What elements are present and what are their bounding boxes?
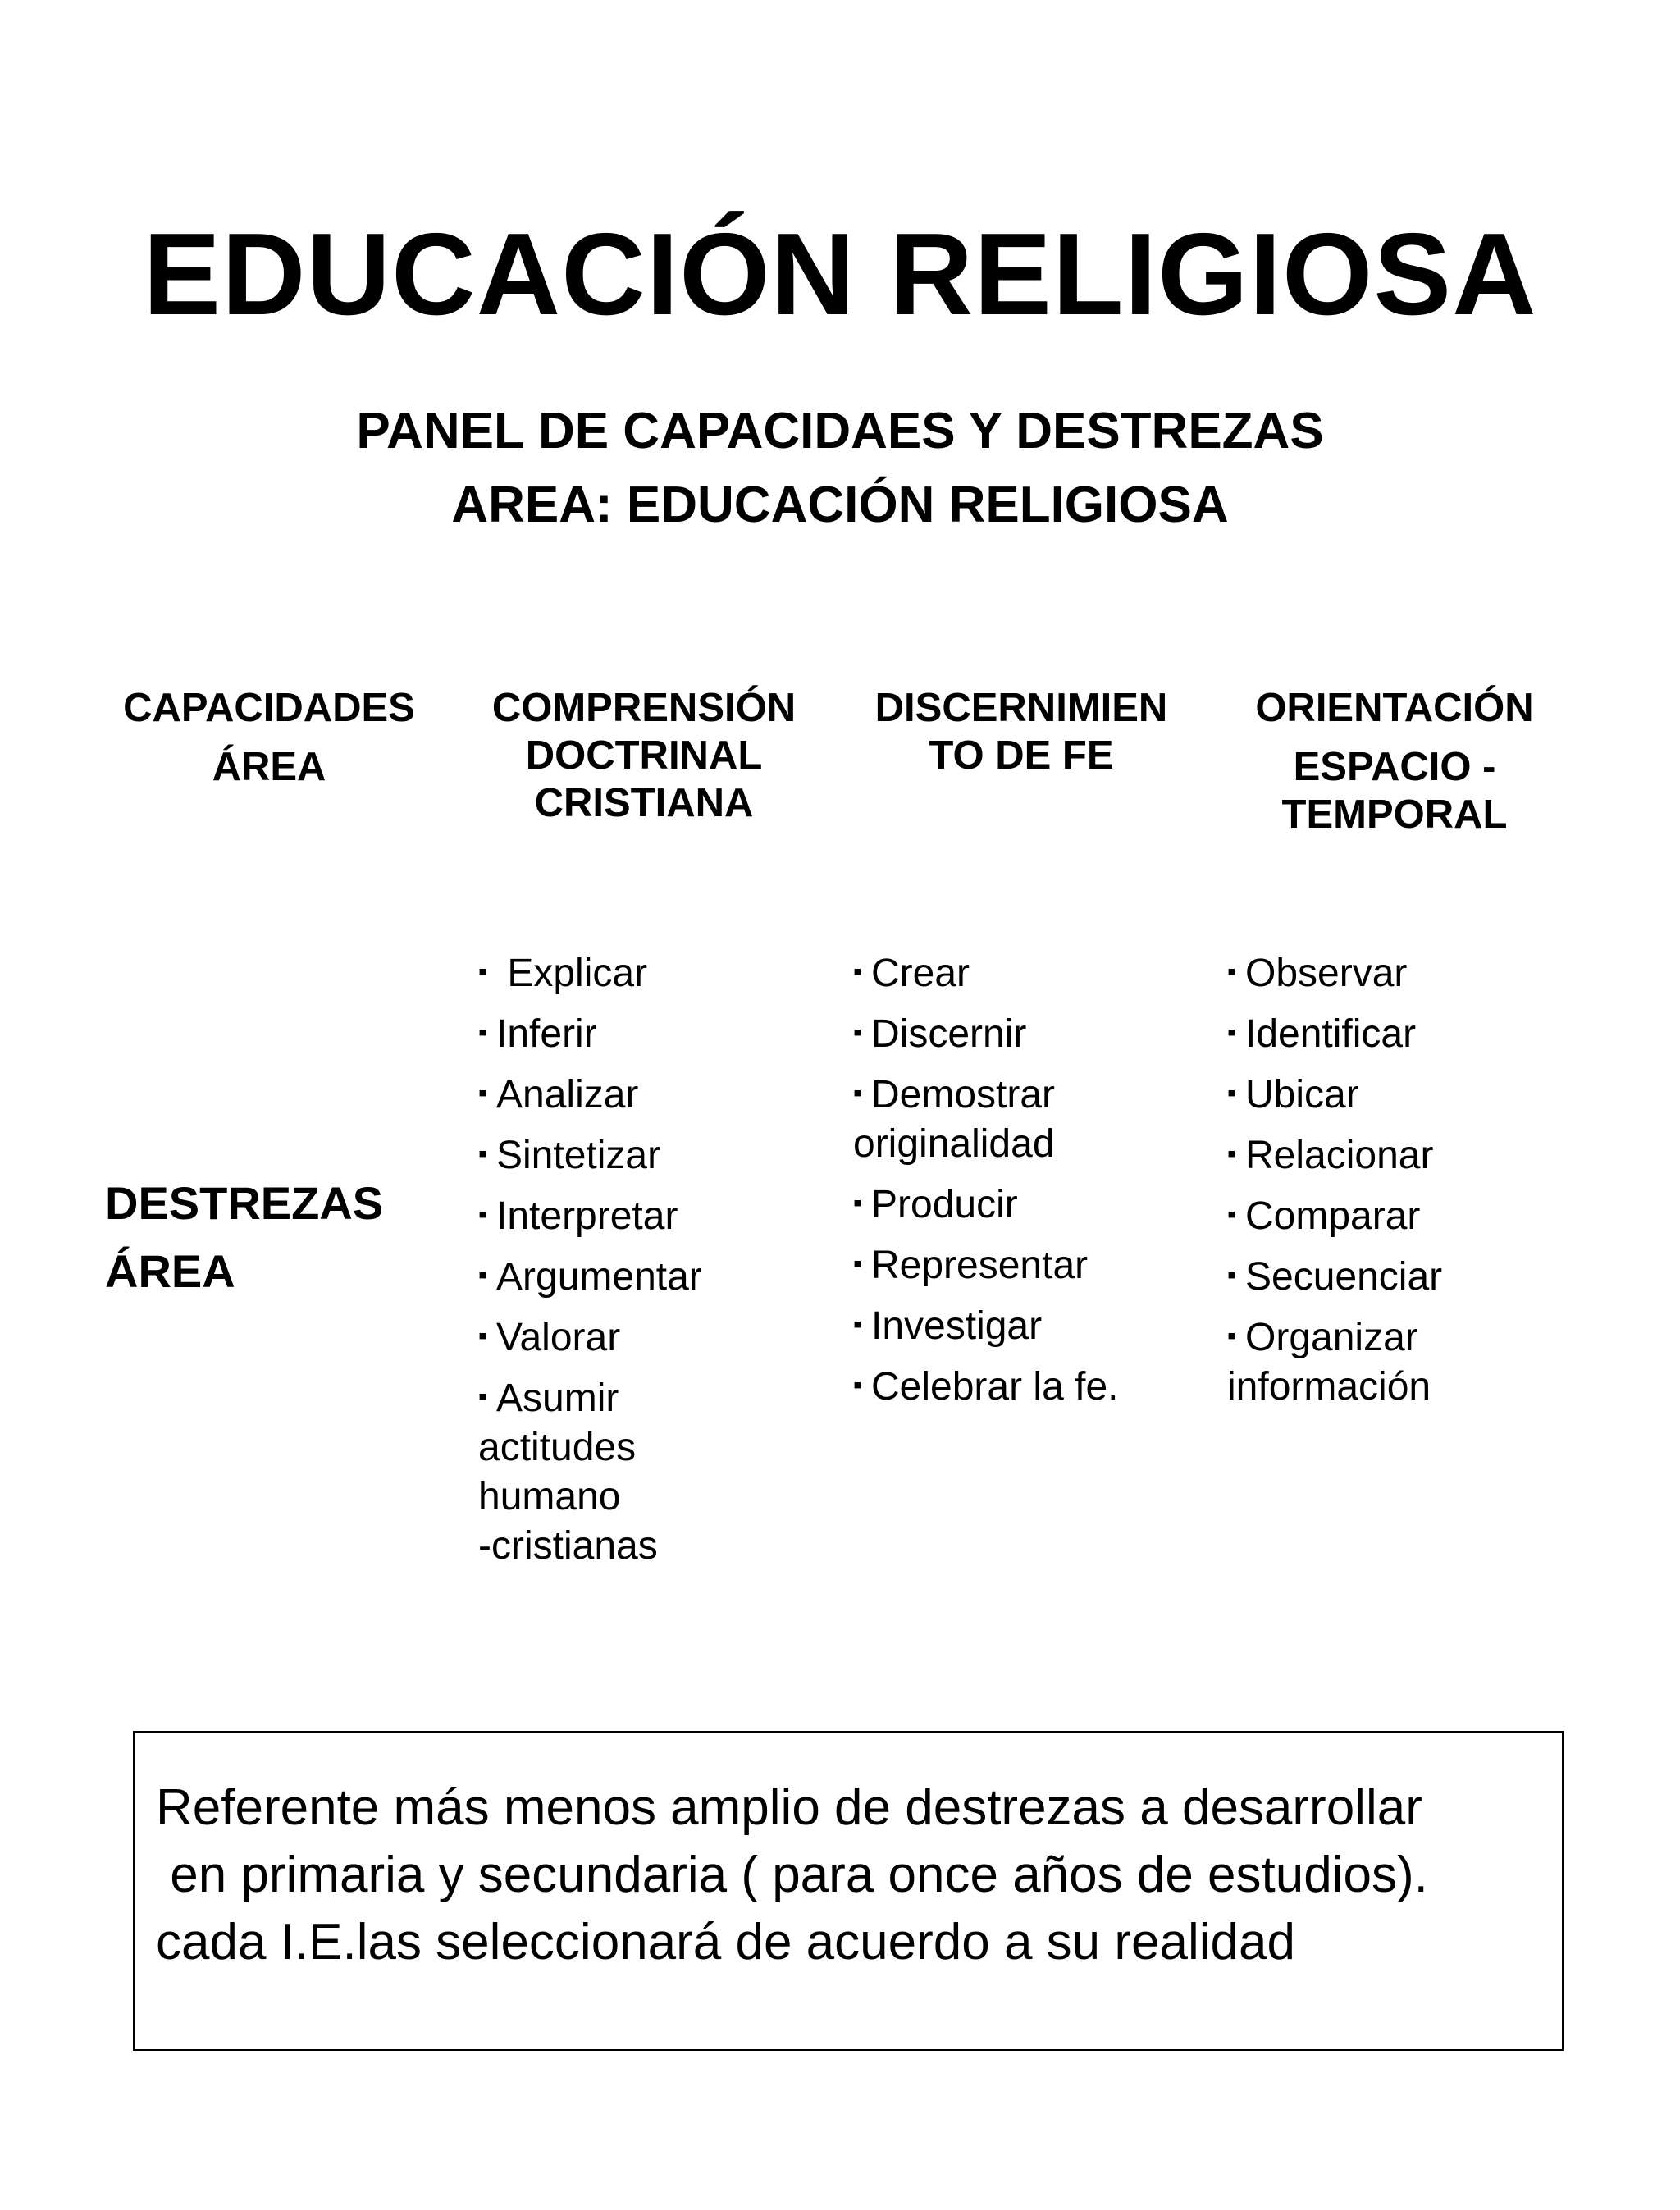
list-item <box>853 1300 1198 1351</box>
skill-text: Crear <box>871 952 970 995</box>
list-item <box>1227 947 1572 998</box>
bullet-icon: ▪ <box>478 1080 487 1107</box>
bullet-icon: ▪ <box>478 1019 487 1046</box>
skill-text: Discernir <box>871 1012 1027 1056</box>
skill-text: Representar <box>871 1244 1089 1287</box>
skill-text: Celebrar la fe. <box>871 1365 1119 1409</box>
list-item <box>853 947 1198 998</box>
skill-text: Comparar <box>1245 1194 1421 1238</box>
skill-text: Organizar información <box>1227 1316 1431 1409</box>
bullet-icon: ▪ <box>853 1311 862 1338</box>
skill-text: Identificar <box>1245 1012 1417 1056</box>
list-item <box>478 1069 823 1120</box>
list-orientacion <box>1227 947 1572 1422</box>
header-comprension-line: COMPRENSIÓN <box>491 686 797 730</box>
list-item <box>1227 1190 1572 1241</box>
list-item <box>478 1372 823 1571</box>
header-orientacion-line: ORIENTACIÓN <box>1255 686 1534 730</box>
bullet-icon: ▪ <box>478 1383 487 1410</box>
skill-text: Ubicar <box>1245 1073 1359 1116</box>
list-item <box>853 1069 1198 1169</box>
header-orientacion-line: ESPACIO - <box>1293 745 1496 789</box>
list-item <box>853 1240 1198 1290</box>
header-orientacion <box>1222 684 1567 838</box>
destrezas-label-line: DESTREZAS <box>105 1177 384 1229</box>
subtitle-area: AREA: EDUCACIÓN RELIGIOSA <box>451 477 1229 533</box>
subtitle-panel: PANEL DE CAPACIDAES Y DESTREZAS <box>356 403 1324 459</box>
header-comprension <box>476 684 812 827</box>
skill-text: Producir <box>871 1183 1018 1226</box>
header-capacidades-line: CAPACIDADES <box>123 686 415 730</box>
destrezas-label <box>105 1169 383 1305</box>
bullet-icon: ▪ <box>1227 958 1236 985</box>
list-item <box>478 1130 823 1180</box>
skill-text: Secuenciar <box>1245 1255 1443 1299</box>
page-title: EDUCACIÓN RELIGIOSA <box>143 209 1537 340</box>
list-discernimiento <box>853 947 1198 1422</box>
bullet-icon: ▪ <box>1227 1262 1236 1289</box>
bullet-icon: ▪ <box>478 1322 487 1349</box>
list-item <box>478 1008 823 1059</box>
list-item <box>1227 1130 1572 1180</box>
list-item <box>1227 1251 1572 1302</box>
list-item <box>478 1190 823 1241</box>
bullet-icon: ▪ <box>1227 1019 1236 1046</box>
skill-text: Analizar <box>496 1073 639 1116</box>
list-item <box>853 1179 1198 1230</box>
header-discernimiento <box>853 684 1189 779</box>
list-item <box>478 1251 823 1302</box>
destrezas-label-line: ÁREA <box>105 1245 235 1297</box>
bullet-icon: ▪ <box>1227 1322 1236 1349</box>
list-item <box>1227 1312 1572 1412</box>
header-orientacion-line: TEMPORAL <box>1281 792 1508 837</box>
skill-text: Argumentar <box>496 1255 702 1299</box>
skill-text: Explicar <box>496 952 648 995</box>
bullet-icon: ▪ <box>853 958 862 985</box>
list-item <box>853 1361 1198 1412</box>
skill-text: Inferir <box>496 1012 597 1056</box>
skill-text: Asumir actitudes humano -cristianas <box>478 1377 658 1568</box>
note-line: Referente más menos amplio de destrezas a desarrollar <box>156 1779 1422 1836</box>
bullet-icon: ▪ <box>853 1372 862 1399</box>
note-line: cada I.E.las seleccionará de acuerdo a su realidad <box>156 1914 1295 1970</box>
bullet-icon: ▪ <box>478 958 487 985</box>
list-comprension <box>478 947 823 1581</box>
list-item <box>1227 1069 1572 1120</box>
list-item <box>853 1008 1198 1059</box>
bullet-icon: ▪ <box>853 1019 862 1046</box>
bullet-icon: ▪ <box>1227 1140 1236 1167</box>
header-capacidades-line: ÁREA <box>212 745 326 789</box>
header-capacidades <box>105 684 433 791</box>
list-item <box>478 1312 823 1363</box>
bullet-icon: ▪ <box>853 1250 862 1277</box>
skill-text: Valorar <box>496 1316 621 1359</box>
bullet-icon: ▪ <box>478 1262 487 1289</box>
skill-text: Observar <box>1245 952 1408 995</box>
header-comprension-line: DOCTRINAL <box>525 733 763 778</box>
skill-text: Sintetizar <box>496 1134 661 1177</box>
list-item <box>478 947 823 998</box>
header-comprension-line: CRISTIANA <box>534 781 754 825</box>
bullet-icon: ▪ <box>1227 1201 1236 1228</box>
note-line: en primaria y secundaria ( para once años de estudios). <box>156 1847 1428 1903</box>
bullet-icon: ▪ <box>478 1140 487 1167</box>
skill-text: Interpretar <box>496 1194 678 1238</box>
header-discernimiento-line: TO DE FE <box>929 733 1114 778</box>
bullet-icon: ▪ <box>1227 1080 1236 1107</box>
bullet-icon: ▪ <box>478 1201 487 1228</box>
list-item <box>1227 1008 1572 1059</box>
bullet-icon: ▪ <box>853 1189 862 1217</box>
skill-text: Relacionar <box>1245 1134 1434 1177</box>
skill-text: Investigar <box>871 1304 1043 1348</box>
note-box <box>133 1731 1564 2051</box>
bullet-icon: ▪ <box>853 1080 862 1107</box>
header-discernimiento-line: DISCERNIMIEN <box>874 686 1168 730</box>
skill-text: Demostrar originalidad <box>853 1073 1056 1166</box>
